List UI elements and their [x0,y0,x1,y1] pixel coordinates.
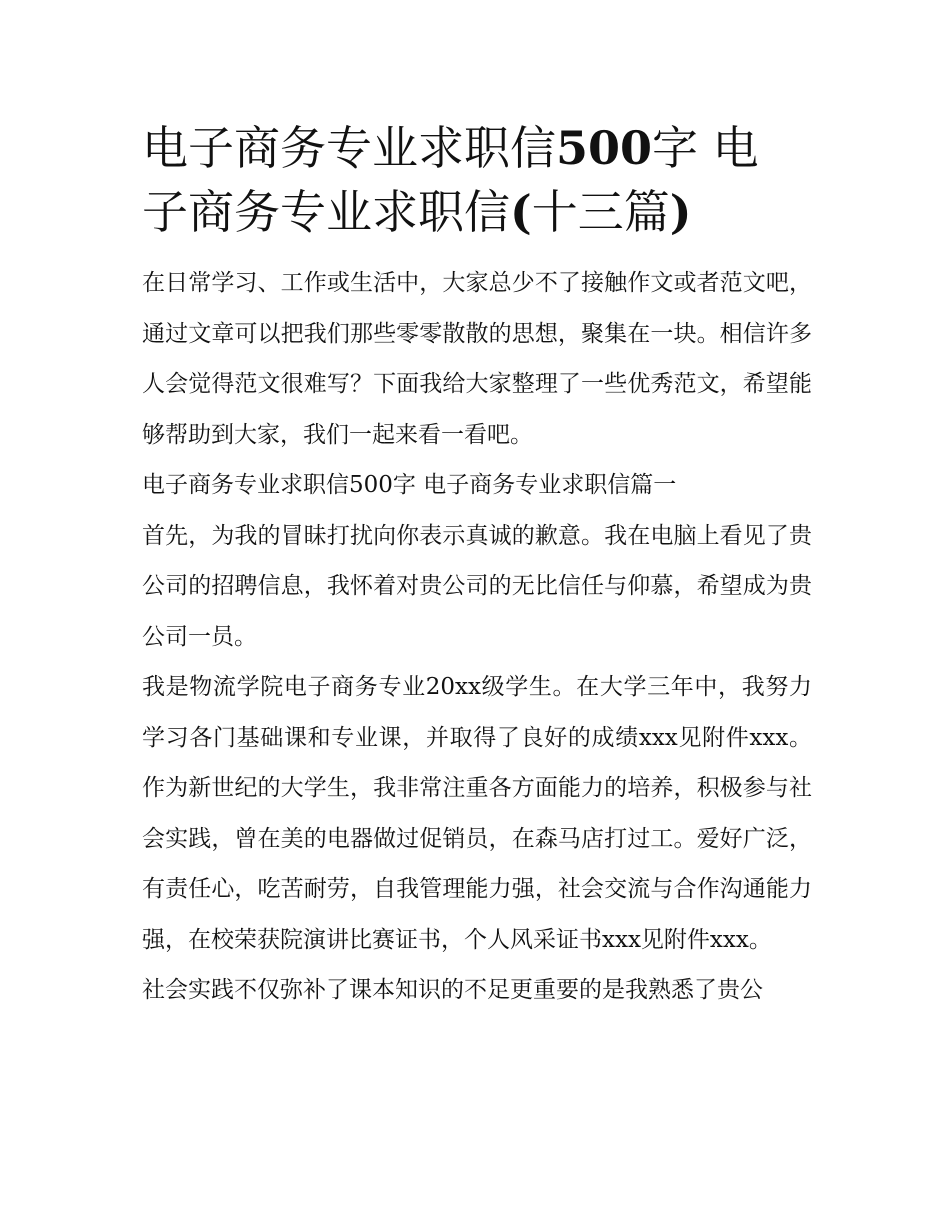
title-line-1 [142,116,812,180]
title-line-2 [142,180,812,244]
paragraph-section-heading: 电子商务专业求职信500字 电子商务专业求职信篇一 [142,472,677,498]
title-line-2-pre: 子商务专业求职信 [142,185,510,239]
title-line-1-pre: 电子商务专业求职信 [142,121,556,175]
document-title [142,116,812,244]
title-line-2-open-paren: ( [510,185,532,239]
title-line-1-number: 500 [556,121,653,175]
title-line-2-close-paren: ) [669,185,692,239]
title-line-2-post: 十三篇 [531,185,670,239]
paragraph-practice: 社会实践不仅弥补了课本知识的不足更重要的是我熟悉了贵公 [142,977,763,1003]
document-content [142,116,812,1016]
paragraph-background: 我是物流学院电子商务专业20xx级学生。在大学三年中，我努力学习各门基础课和专业课，并取得了良好的成绩xxx见附件xxx。作为新世纪的大学生，我非常注重各方面能力的培养，积极参与社会实践，曾在美的电器做过促销员，在森马店打过工。爱好广泛，有责任心，吃苦耐劳，自我管理能力强，社会交流与合作沟通能力强，在校荣获院演讲比赛证书，个人风采证书xxx见附件xxx。 [142,674,812,953]
document-body [142,258,812,1016]
title-line-1-post: 字 电 [652,121,759,175]
paragraph-intro: 在日常学习、工作或生活中，大家总少不了接触作文或者范文吧，通过文章可以把我们那些零零散散的思想，聚集在一块。相信许多人会觉得范文很难写？下面我给大家整理了一些优秀范文，希望能够帮助到大家，我们一起来看一看吧。 [142,270,812,448]
paragraph-apology: 首先，为我的冒昧打扰向你表示真诚的歉意。我在电脑上看见了贵公司的招聘信息，我怀着对贵公司的无比信任与仰慕，希望成为贵公司一员。 [142,522,812,650]
